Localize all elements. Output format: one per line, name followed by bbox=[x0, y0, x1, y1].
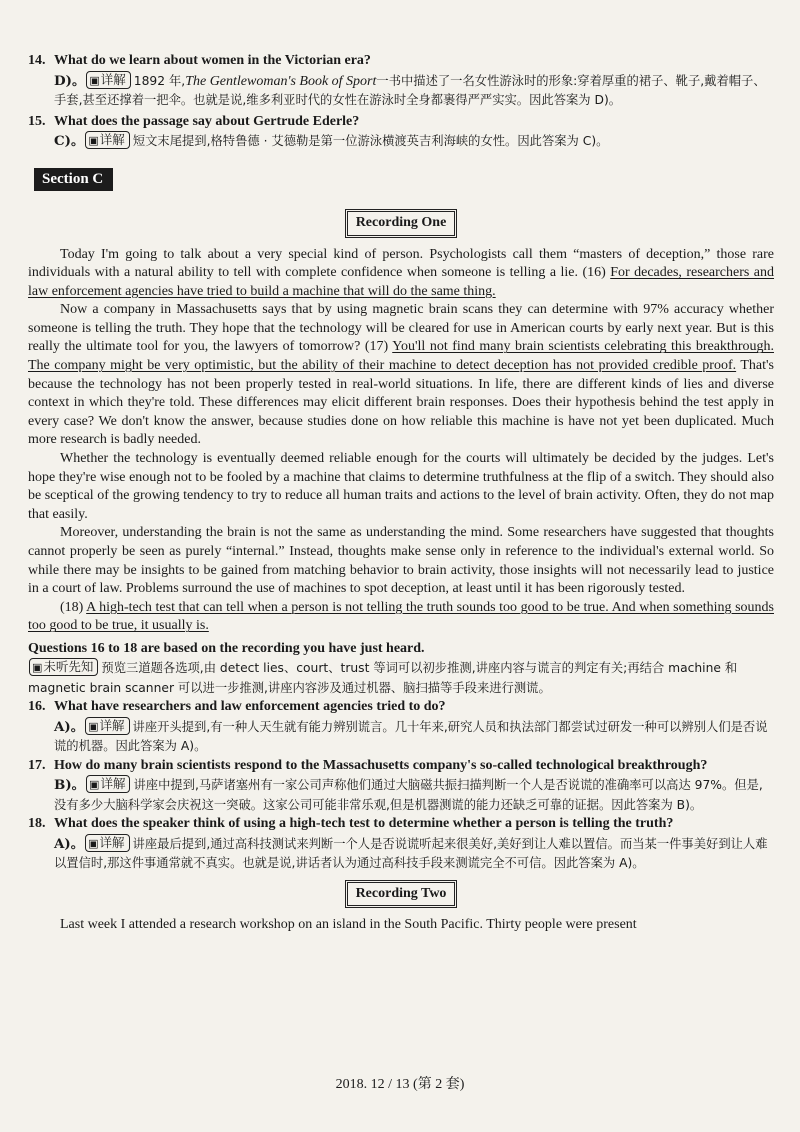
explanation-tag: ▣详解 bbox=[85, 131, 129, 149]
question-text: How do many brain scientists respond to the Massachusetts company's so-called technological breakthrough? bbox=[54, 757, 708, 773]
recording-one-heading-wrap bbox=[28, 209, 774, 238]
answer-letter: A)。 bbox=[54, 718, 85, 735]
recording-two-heading-wrap bbox=[28, 880, 774, 909]
question-number: 17. bbox=[28, 757, 46, 773]
page-footer: 2018. 12 / 13 (第 2 套) bbox=[335, 1077, 465, 1092]
paragraph: Whether the technology is eventually deemed reliable enough for the courts will ultimately be decided by the judges. Let's hope they're wise enough not to be fooled by a machine that claims to determine truthfulness at the flip of a switch. They should also be sceptical of the growing tendency to try to reduce all human traits and actions to the level of brain activity. Often, they do not map that easily. bbox=[28, 451, 774, 522]
preview-tag: ▣未听先知 bbox=[29, 658, 98, 676]
explanation-text: 讲座最后提到,通过高科技测试来判断一个人是否说谎听起来很美好,美好到让人难以置信。而当某一件事美好到让人难以置信时,那这件事通常就不真实。也就是说,讲话者认为通过高科技手段来测谎完全不可信。因此答案为 A)。 bbox=[54, 836, 768, 871]
underlined-answer-18: A high-tech test that can tell when a person is not telling the truth sounds too good to be true. And when something sounds too good to be true, it usually is. bbox=[28, 599, 774, 634]
answer-15 bbox=[28, 131, 774, 152]
answer-letter: B)。 bbox=[54, 777, 86, 794]
question-text: What does the passage say about Gertrude Ederle? bbox=[54, 113, 360, 129]
question-text: What have researchers and law enforcement agencies tried to do? bbox=[54, 699, 446, 715]
question-text: What does the speaker think of using a high-tech test to determine whether a person is telling the truth? bbox=[54, 816, 674, 832]
question-number: 16. bbox=[28, 699, 46, 715]
preview-note bbox=[28, 658, 774, 698]
book-icon: ▣ bbox=[88, 719, 99, 733]
explanation-tag: ▣详解 bbox=[85, 717, 129, 735]
question-text: What do we learn about women in the Victorian era? bbox=[54, 53, 371, 68]
question-16 bbox=[28, 698, 774, 717]
question-14 bbox=[28, 52, 774, 71]
paragraph: Moreover, understanding the brain is not the same as understanding the mind. Some researchers have suggested that thoughts cannot properly be seen as purely “internal.” Instead, thoughts make sense only in reference to the individual's external world. So while there may be insights to be gained from matching behavior to brain activity, those insights will not necessarily lead to justice in a court of law. Problems surround the use of machines to spot deception, at least until it has been rigorously tested. bbox=[28, 525, 774, 597]
recording-title: Recording Two bbox=[345, 880, 458, 909]
book-title: The Gentlewoman's Book of Sport bbox=[185, 73, 377, 89]
question-18 bbox=[28, 815, 774, 834]
question-17 bbox=[28, 757, 774, 776]
explanation-text: 1892 年, bbox=[133, 73, 186, 88]
paragraph: Now a company in Massachusetts says that by using magnetic brain scans they can determine with 97% accuracy whether someone is telling the truth. They hope that the technology will be cleared for use in American courts by early next year. But is this really the ultimate tool for you, the lawyers of tomorrow? (17) You'll not find many brain scientists celebrating this breakthrough. The company might be very optimistic, but the ability of their machine to detect deception has not provided credible proof. That's because the technology has not been properly tested in real-world situations. In life, there are different kinds of lies and diverse context in which they're told. These differences may elicit different brain responses. Does their hypothesis behind the test apply in every case? We don't know the answer, because studies done on how reliable this machine is have not yet been duplicated. Much more research is badly needed. bbox=[28, 302, 774, 448]
explanation-text: 一书中描述了一名女性游泳时的形象:穿着厚重的裙子、靴子,戴着帽子、手套,甚至还撑着一把伞。也就是说,维多利亚时代的女性在游泳时全身都裹得严严实实。因此答案为 D)。 bbox=[54, 73, 766, 107]
question-15 bbox=[28, 113, 774, 132]
book-icon: ▣ bbox=[32, 661, 43, 675]
answer-14 bbox=[28, 71, 774, 111]
paragraph: Today I'm going to talk about a very special kind of person. Psychologists call them “masters of deception,” those rare individuals with a natural ability to tell with complete confidence when someone is telling a lie. (16) For decades, researchers and law enforcement agencies have tried to build a machine that will do the same thing. bbox=[28, 246, 775, 299]
question-number: 15. bbox=[28, 113, 46, 129]
answer-letter: C)。 bbox=[54, 133, 85, 149]
answer-17 bbox=[28, 775, 774, 815]
explanation-tag: ▣详解 bbox=[85, 834, 129, 852]
explanation-tag: ▣详解 bbox=[86, 775, 130, 793]
explanation-text: 短文末尾提到,格特鲁德 · 艾德勒是第一位游泳横渡英吉利海峡的女性。因此答案为 C)。 bbox=[132, 134, 609, 148]
page-content bbox=[28, 52, 774, 935]
paragraph: Last week I attended a research workshop on an island in the South Pacific. Thirty people were present bbox=[60, 917, 637, 933]
recording-title: Recording One bbox=[345, 209, 458, 238]
question-number: 14. bbox=[28, 53, 46, 68]
explanation-text: 讲座开头提到,有一种人天生就有能力辨别谎言。几十年来,研究人员和执法部门都尝试过研发一种可以辨别人们是否说谎的机器。因此答案为 A)。 bbox=[54, 719, 768, 754]
book-icon: ▣ bbox=[89, 73, 100, 87]
paragraph: (18) A high-tech test that can tell when a person is not telling the truth sounds too good to be true. And when something sounds too good to be true, it usually is. bbox=[28, 599, 774, 634]
book-icon: ▣ bbox=[88, 836, 99, 850]
answer-letter: A)。 bbox=[54, 835, 85, 852]
answer-letter: D)。 bbox=[54, 72, 86, 89]
question-number: 18. bbox=[28, 816, 46, 832]
book-icon: ▣ bbox=[88, 134, 99, 147]
answer-16 bbox=[28, 717, 774, 757]
explanation-text: 讲座中提到,马萨诸塞州有一家公司声称他们通过大脑磁共振扫描判断一个人是否说谎的准确率可以高达 97%。但是,没有多少大脑科学家会庆祝这一突破。这家公司可能非常乐观,但是机器测谎的能力还缺乏可靠的证据。因此答案为 B)。 bbox=[54, 778, 763, 812]
explanation-tag: ▣详解 bbox=[86, 71, 130, 89]
underlined-answer-16: For decades, researchers and law enforcement agencies have tried to build a machine that will do the same thing. bbox=[28, 265, 775, 299]
questions-heading: Questions 16 to 18 are based on the recording you have just heard. bbox=[28, 640, 425, 656]
underlined-answer-17: You'll not find many brain scientists celebrating this breakthrough. The company might be very optimistic, but the ability of their machine to detect deception has not provided credible proof. bbox=[28, 339, 774, 374]
preview-text: 预览三道题各选项,由 detect lies、court、trust 等词可以初步推测,讲座内容与谎言的判定有关;再结合 machine 和 magnetic brain scanner 可以进一步推测,讲座内容涉及通过机器、脑扫描等手段来进行测谎。 bbox=[28, 661, 738, 695]
answer-18 bbox=[28, 834, 774, 874]
section-heading: Section C bbox=[34, 168, 113, 192]
book-icon: ▣ bbox=[89, 778, 100, 792]
